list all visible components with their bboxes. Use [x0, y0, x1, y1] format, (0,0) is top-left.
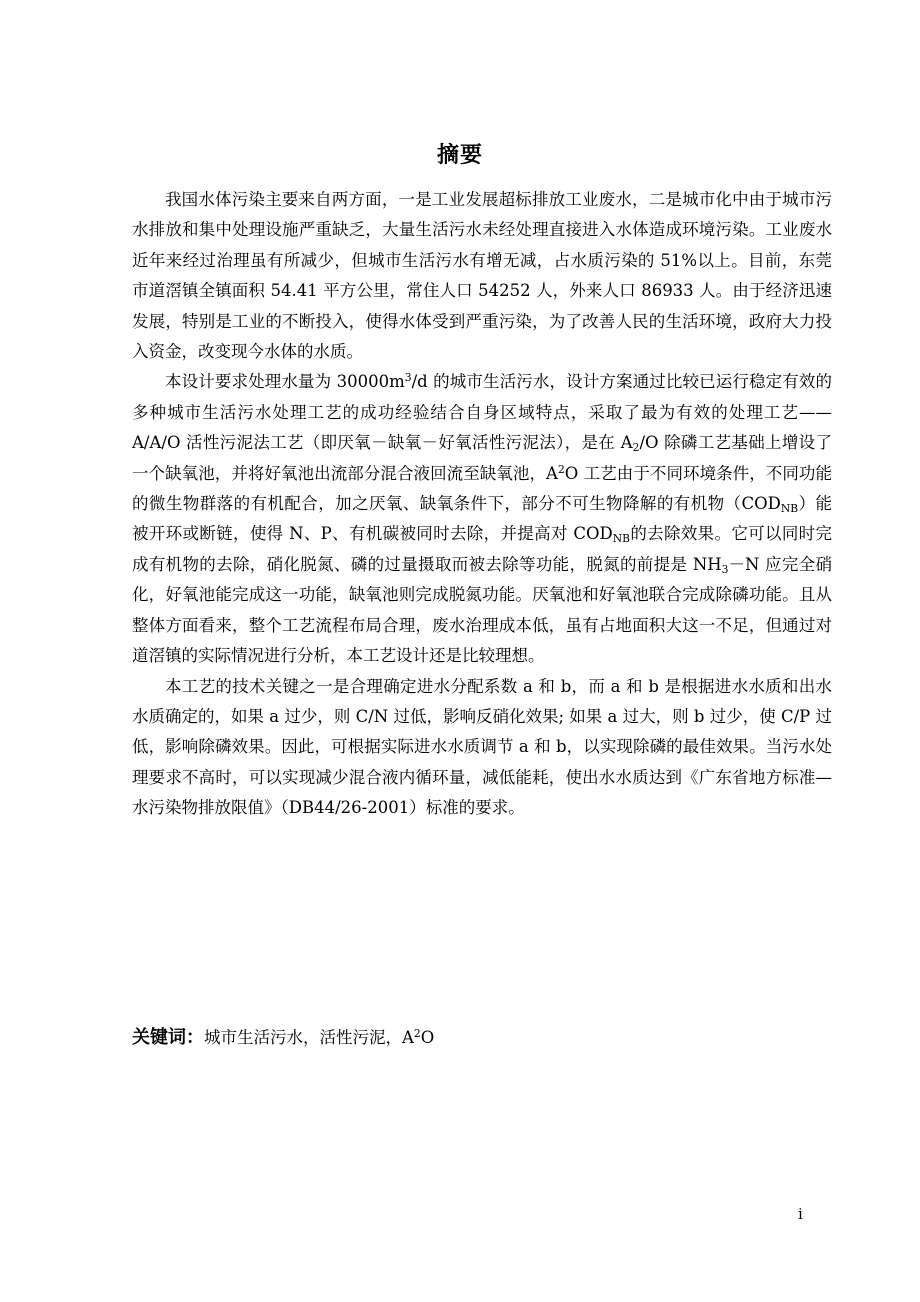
subscript-text: 3: [721, 563, 729, 577]
keywords-label: 关键词: [132, 1027, 186, 1048]
subscript-text: NB: [780, 502, 799, 516]
paragraph-text: 本设计要求处理水量为 30000m: [165, 372, 405, 392]
subscript-text: 2: [632, 441, 640, 455]
paragraph-text: 本工艺的技术关键之一是合理确定进水分配系数 a 和 b，而 a 和 b 是根据进水水质和出水水质确定的，如果 a 过少，则 C/N 过低，影响反硝化效果; 如果 a 过大，则 b 过少，使 C/P 过低，影响除磷效果。因此，可根据实际进水水质调节 a 和 b，以实现除磷的最佳效果。当污水处理要求不高时，可以实现减少混合液内循环量，减低能耗，使出水水质达到《广东省地方标准—水污染物排放限值》（DB44/26-2001）标准的要求。: [132, 676, 832, 818]
abstract-paragraph-3: [132, 672, 832, 824]
keywords-separator: ：: [186, 1027, 204, 1048]
superscript-text: 2: [557, 462, 565, 476]
keywords-tail: O: [420, 1028, 435, 1047]
page-number: i: [798, 1205, 803, 1223]
paragraph-text: ）能被开环或断链，使得 N、P、有机碳被同时去除，并提高对 COD: [132, 494, 833, 544]
abstract-paragraph-2: [132, 367, 832, 671]
keywords-text: 城市生活污水，活性污泥，A: [204, 1028, 414, 1047]
abstract-title: 摘要: [436, 143, 483, 168]
paragraph-text: O 工艺由于不同环境条件，不同功能的微生物群落的有机配合，加之厌氧、缺氧条件下，部分不可生物降解的有机物（COD: [132, 463, 832, 514]
abstract-body: [132, 185, 832, 824]
paragraph-text: /O 除磷工艺基础上增设了一个缺氧池，并将好氧池出流部分混合液回流至缺氧池，A: [132, 433, 832, 483]
paragraph-text: 的去除效果。它可以同时完成有机物的去除，硝化脱氮、磷的过量摄取而被去除等功能，脱氮的前提是 NH: [132, 524, 832, 574]
abstract-paragraph-1: [132, 185, 832, 367]
paragraph-text: 我国水体污染主要来自两方面，一是工业发展超标排放工业废水，二是城市化中由于城市污水排放和集中处理设施严重缺乏，大量生活污水未经处理直接进入水体造成环境污染。工业废水近年来经过治理虽有所减少，但城市生活污水有增无减，占水质污染的 51%以上。目前，东莞市道滘镇全镇面积 54.41 平方公里，常住人口 54252 人，外来人口 86933 人。由于经济迅速发展，特别是工业的不断投入，使得水体受到严重污染，为了改善人民的生活环境，政府大力投入资金，改变现今水体的水质。: [132, 190, 832, 362]
paragraph-text: －N 应完全硝化，好氧池能完成这一功能，缺氧池则完成脱氮功能。厌氧池和好氧池联合完成除磷功能。且从整体方面看来，整个工艺流程布局合理，废水治理成本低，虽有占地面积大这一不足，但通过对道滘镇的实际情况进行分析，本工艺设计还是比较理想。: [132, 554, 832, 666]
keywords-line: [132, 1023, 832, 1053]
subscript-text: NB: [612, 532, 630, 546]
paragraph-text: /d 的城市生活污水，设计方案通过比较已运行稳定有效的多种城市生活污水处理工艺的成功经验结合自身区域特点，采取了最为有效的处理工艺——A/A/O 活性污泥法工艺（即厌氧－缺氧－好氧活性污泥法），是在 A: [132, 372, 832, 453]
superscript-text: 3: [404, 371, 412, 385]
keywords-superscript: 2: [413, 1027, 421, 1041]
